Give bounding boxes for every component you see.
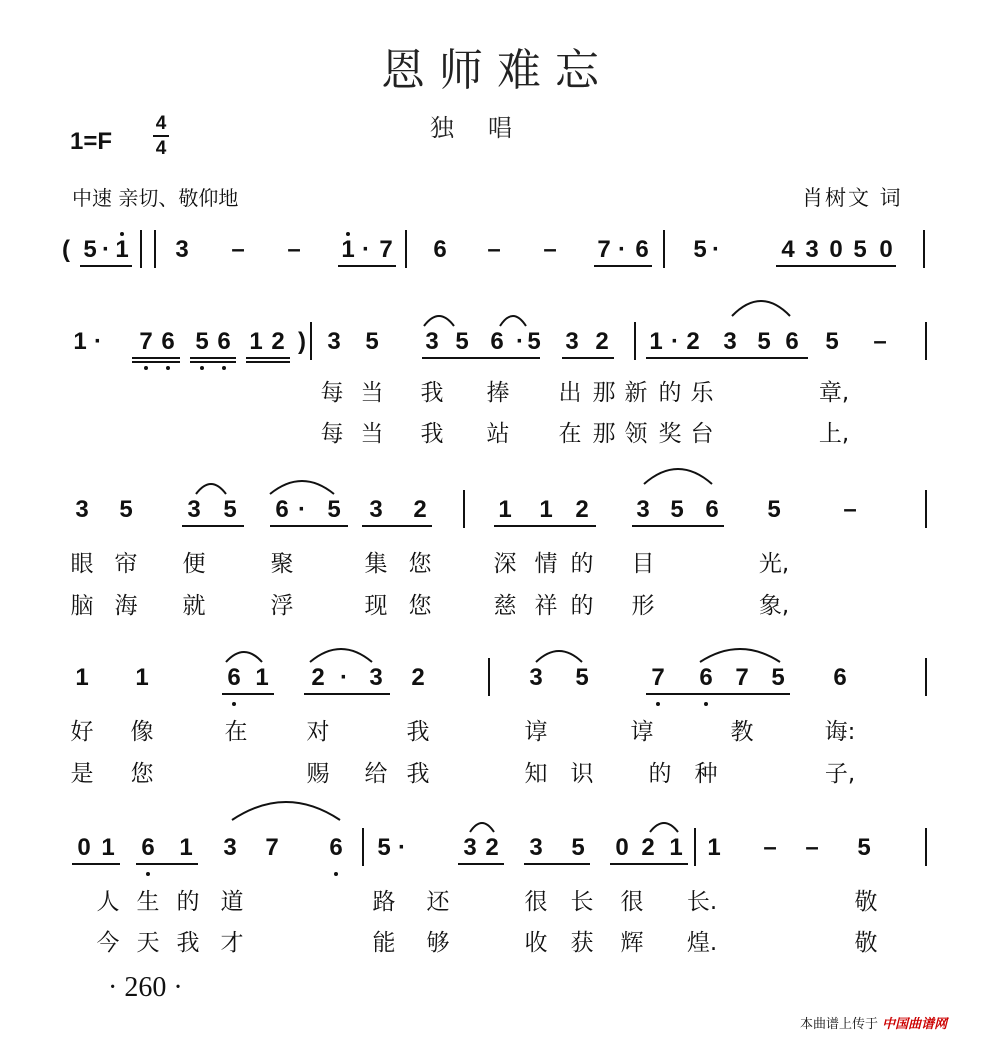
note: 2 [311,664,325,691]
lyric-char: 每 [320,421,344,447]
lyric-char: 人 [96,889,120,915]
time-signature-top: 4 [155,113,167,134]
lyric-char: 天 [136,930,160,956]
lyric-char: 在 [558,421,582,447]
note: 3 [223,834,237,861]
note: 5 [670,496,684,523]
lyric-char: 章, [818,380,850,406]
lyric-char: 慈 [493,593,517,619]
time-signature-bottom: 4 [155,138,167,159]
lyric-char: 新 [624,380,648,406]
lyric-char: 教 [730,719,754,745]
lyric-char: 就 [182,593,206,619]
lyric-char: 路 [372,889,396,915]
slur [232,802,340,820]
lyric-char: 很 [620,889,644,915]
note: 7 [265,834,279,861]
note: 5 [365,328,379,355]
lyric-char: 集 [364,551,388,577]
lyric-char: 浮 [270,593,294,619]
note: 6 [217,328,231,355]
note: 1 [101,834,115,861]
upload-credit-prefix: 本曲谱上传于 [800,1017,879,1032]
note: 2 [595,328,609,355]
lyric-char: 我 [176,930,200,956]
note: 7 [597,236,611,263]
octave-dot [346,232,350,236]
note: 5 [119,496,133,523]
dot-marker: · [298,496,306,523]
lyric-char: 脑 [70,593,94,619]
slur [424,316,454,326]
lyric-char: 长 [570,889,594,915]
lyric-char: 帘 [114,551,138,577]
lyric-char: 的 [570,551,594,577]
note: 3 [187,496,201,523]
tempo-marking: 中速 亲切、敬仰地 [72,186,239,210]
slur [732,301,790,316]
note: 5 [83,236,97,263]
note: 6 [833,664,847,691]
lyric-char: 形 [631,593,655,619]
lyric-char: 聚 [270,551,294,577]
lyric-char: 煌. [686,930,718,956]
note: 3 [369,664,383,691]
note: 5 [857,834,871,861]
note: 1 [179,834,193,861]
slur [650,823,678,832]
note: 3 [565,328,579,355]
note: 6 [705,496,719,523]
dash-marker: – [805,834,819,861]
lyric-char: 领 [624,421,648,447]
lyric-char: 对 [306,719,330,745]
lyric-char: 道 [220,889,244,915]
note: 5 [757,328,771,355]
performance-type: 独唱 [430,114,546,142]
lyric-char: 便 [182,551,206,577]
dot-marker: · [398,834,406,861]
lyric-char: 诲: [824,719,856,745]
note: 5 [223,496,237,523]
lyric-char: 知 [524,761,548,787]
lyric-char: 种 [694,761,718,787]
note: 2 [413,496,427,523]
lyric-char: 像 [130,719,154,745]
note: 1 [115,236,129,263]
dot-marker: · [362,236,370,263]
lyric-char: 我 [420,380,444,406]
dot-marker: · [712,236,720,263]
lyricist-credit: 肖树文 词 [802,186,903,210]
lyric-char: 出 [558,380,582,406]
lyric-char: 很 [524,889,548,915]
note: 0 [829,236,843,263]
note: 3 [369,496,383,523]
lyric-char: 眼 [70,551,94,577]
note: 5 [825,328,839,355]
note: 3 [805,236,819,263]
lyric-char: 每 [320,380,344,406]
lyric-char: 今 [96,930,120,956]
note: 6 [275,496,289,523]
octave-dot [222,366,226,370]
dot-marker: · [671,328,679,355]
lyric-char: 获 [570,930,594,956]
note: 3 [529,664,543,691]
lyric-char: 当 [360,380,384,406]
dash-marker: – [543,236,557,263]
lyric-char: 够 [426,930,450,956]
lyric-char: 好 [70,719,94,745]
lyric-char: 海 [114,593,138,619]
key-signature: 1=F [70,128,113,155]
lyric-char: 赐 [306,761,330,787]
note: 2 [575,496,589,523]
slur [500,316,526,326]
note: 6 [227,664,241,691]
note: ( [62,236,70,263]
lyric-char: 上, [818,421,850,447]
octave-dot [166,366,170,370]
note: 7 [651,664,665,691]
note: 1 [669,834,683,861]
lyric-char: 我 [406,761,430,787]
lyric-char: 给 [364,761,388,787]
octave-dot [120,232,124,236]
note: 5 [195,328,209,355]
dash-marker: – [287,236,301,263]
note: 3 [327,328,341,355]
note: 5 [693,236,707,263]
note: 7 [379,236,393,263]
note: 1 [498,496,512,523]
lyric-char: 光, [758,551,790,577]
site-name: 中国曲谱网 [882,1017,948,1032]
dash-marker: – [231,236,245,263]
lyric-char: 谆 [630,719,654,745]
note: 3 [529,834,543,861]
slur [196,484,226,494]
lyric-char: 还 [426,889,450,915]
note: ) [298,328,306,355]
lyric-char: 象, [758,593,790,619]
lyric-char: 谆 [524,719,548,745]
dash-marker: – [873,328,887,355]
lyric-char: 长. [686,889,718,915]
note: 2 [271,328,285,355]
lyric-char: 目 [631,551,655,577]
lyric-char: 的 [570,593,594,619]
note: 4 [781,236,795,263]
note: 5 [575,664,589,691]
note: 0 [615,834,629,861]
note: 6 [490,328,504,355]
lyric-char: 站 [486,421,510,447]
note: 5 [527,328,541,355]
lyric-char: 才 [220,930,244,956]
note: 6 [699,664,713,691]
note: 2 [485,834,499,861]
octave-dot [704,702,708,706]
note: 7 [735,664,749,691]
note: 5 [327,496,341,523]
dot-marker: · [516,328,524,355]
lyric-char: 是 [70,761,94,787]
dash-marker: – [763,834,777,861]
lyric-char: 现 [364,593,388,619]
note: 5 [771,664,785,691]
lyric-char: 辉 [620,930,644,956]
lyric-char: 我 [406,719,430,745]
note: 3 [75,496,89,523]
lyric-char: 那 [592,380,616,406]
note: 1 [255,664,269,691]
slur [644,469,712,484]
lyric-char: 情 [534,551,558,577]
page-number: · 260 · [108,972,183,1003]
note: 1 [539,496,553,523]
slur [226,652,262,662]
lyric-char: 在 [224,719,248,745]
note: 1 [341,236,355,263]
dash-marker: – [487,236,501,263]
lyric-char: 生 [136,889,160,915]
dot-marker: · [618,236,626,263]
note: 2 [686,328,700,355]
slur [536,651,582,662]
note: 5 [377,834,391,861]
note: 1 [707,834,721,861]
lyric-char: 您 [408,593,432,619]
lyric-char: 您 [130,761,154,787]
note: 6 [329,834,343,861]
lyric-char: 当 [360,421,384,447]
note: 2 [411,664,425,691]
dot-marker: · [102,236,110,263]
lyric-char: 奖 [658,421,682,447]
note: 6 [433,236,447,263]
octave-dot [144,366,148,370]
lyric-char: 台 [690,421,714,447]
lyric-char: 我 [420,421,444,447]
octave-dot [334,872,338,876]
lyric-char: 深 [493,551,517,577]
lyric-char: 乐 [690,380,714,406]
note: 6 [141,834,155,861]
lyric-char: 敬 [854,930,878,956]
lyric-char: 子, [824,761,856,787]
note: 0 [879,236,893,263]
lyric-char: 那 [592,421,616,447]
dash-marker: – [843,496,857,523]
song-title: 恩师难忘 [381,45,613,96]
lyric-char: 识 [570,761,594,787]
lyric-char: 的 [176,889,200,915]
slur [270,481,334,494]
octave-dot [200,366,204,370]
octave-dot [232,702,236,706]
note: 5 [571,834,585,861]
note: 2 [641,834,655,861]
lyric-char: 收 [524,930,548,956]
lyric-char: 祥 [534,593,558,619]
note: 3 [175,236,189,263]
note: 5 [853,236,867,263]
lyric-char: 敬 [854,889,878,915]
note: 3 [636,496,650,523]
note: 1 [135,664,149,691]
note: 1 [249,328,263,355]
slur [470,823,494,832]
octave-dot [656,702,660,706]
dot-marker: · [94,328,102,355]
note: 3 [723,328,737,355]
octave-dot [146,872,150,876]
slur [310,649,372,662]
note: 1 [649,328,663,355]
note: 3 [425,328,439,355]
note: 5 [767,496,781,523]
slur [700,649,780,662]
note: 5 [455,328,469,355]
dot-marker: · [340,664,348,691]
lyric-char: 捧 [486,380,510,406]
note: 1 [75,664,89,691]
note: 7 [139,328,153,355]
note: 6 [635,236,649,263]
note: 6 [161,328,175,355]
lyric-char: 能 [372,930,396,956]
lyric-char: 的 [648,761,672,787]
lyric-char: 的 [658,380,682,406]
note: 6 [785,328,799,355]
note: 3 [463,834,477,861]
lyric-char: 您 [408,551,432,577]
note: 0 [77,834,91,861]
note: 1 [73,328,87,355]
